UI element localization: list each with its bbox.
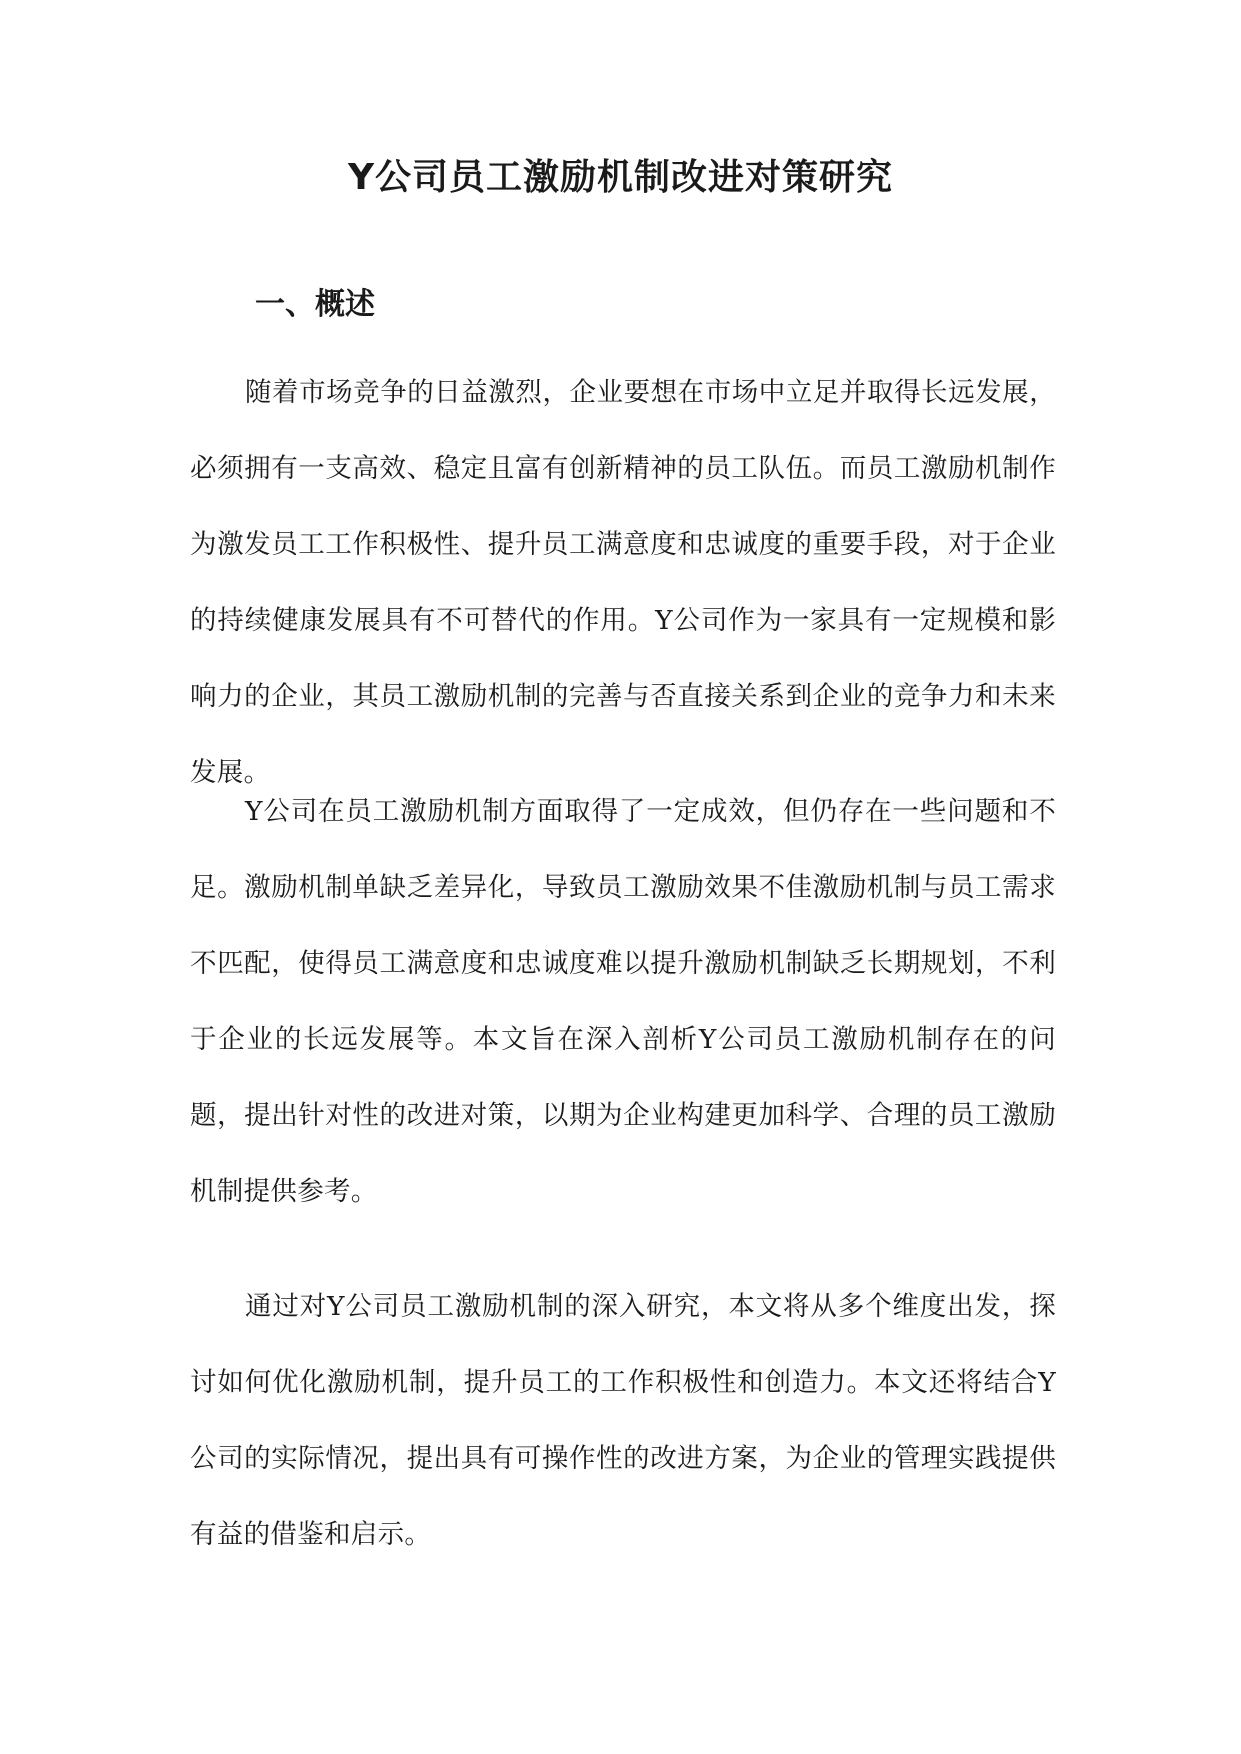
document-title: Y公司员工激励机制改进对策研究 bbox=[347, 157, 894, 198]
paragraph-2: Y公司在员工激励机制方面取得了一定成效，但仍存在一些问题和不足。激励机制单缺乏差异化，导致员工激励效果不佳激励机制与员工需求不匹配，使得员工满意度和忠诚度难以提升激励机制缺乏长期规划，不利于企业的长远发展等。本文旨在深入剖析Y公司员工激励机制存在的问题，提出针对性的改进对策，以期为企业构建更加科学、合理的员工激励机制提供参考。 bbox=[190, 796, 1056, 1207]
section-heading: 一、概述 bbox=[255, 287, 375, 322]
paragraph-1: 随着市场竞争的日益激烈，企业要想在市场中立足并取得长远发展，必须拥有一支高效、稳定且富有创新精神的员工队伍。而员工激励机制作为激发员工工作积极性、提升员工满意度和忠诚度的重要手段，对于企业的持续健康发展具有不可替代的作用。Y公司作为一家具有一定规模和影响力的企业，其员工激励机制的完善与否直接关系到企业的竞争力和未来发展。 bbox=[190, 377, 1056, 788]
paragraph-3: 通过对Y公司员工激励机制的深入研究，本文将从多个维度出发，探讨如何优化激励机制，提升员工的工作积极性和创造力。本文还将结合Y公司的实际情况，提出具有可操作性的改进方案，为企业的管理实践提供有益的借鉴和启示。 bbox=[190, 1291, 1056, 1550]
